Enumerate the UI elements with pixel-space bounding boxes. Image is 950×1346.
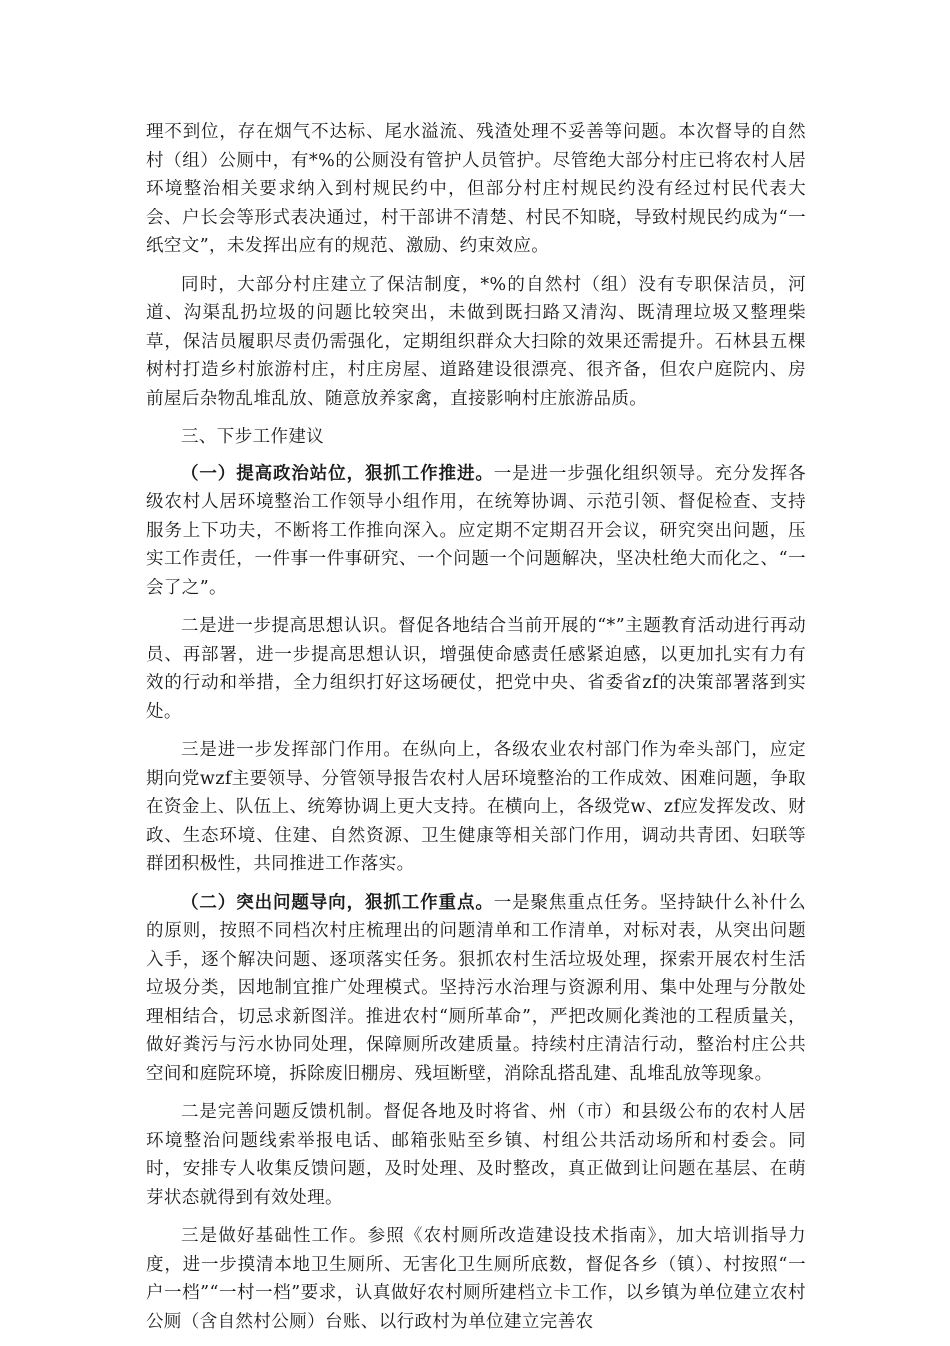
paragraph-political-standing xyxy=(146,460,806,603)
section-heading: 三、下步工作建议 xyxy=(181,427,325,447)
paragraph-continued: 理不到位，存在烟气不达标、尾水溢流、残渣处理不妥善等问题。本次督导的自然村（组）公厕中，有*%的公厕没有管护人员管护。尽管绝大部分村庄已将农村人居环境整治相关要求纳入到村规民约中，但部分村庄村规民约没有经过村民代表大会、户长会等形式表决通过，村干部讲不清楚、村民不知晓，导致村规民约成为“一纸空文”，未发挥出应有的规范、激励、约束效应。 xyxy=(146,122,806,256)
paragraph-awareness: 二是进一步提高思想认识。督促各地结合当前开展的“*”主题教育活动进行再动员、再部署，进一步提高思想认识，增强使命感责任感紧迫感，以更加扎实有力有效的行动和举措，全力组织打好这场硬仗，把党中央、省委省zf的决策部署落到实处。 xyxy=(146,616,806,722)
paragraph-feedback: 二是完善问题反馈机制。督促各地及时将省、州（市）和县级公布的农村人居环境整治问题线索举报电话、邮箱张贴至乡镇、村组公共活动场所和村委会。同时，安排专人收集反馈问题，及时处理、及时整改，真正做到让问题在基层、在萌芽状态就得到有效处理。 xyxy=(146,1102,806,1208)
paragraph-cleaning-system: 同时，大部分村庄建立了保洁制度，*%的自然村（组）没有专职保洁员，河道、沟渠乱扔垃圾的问题比较突出，未做到既扫路又清沟、既清理垃圾又整理柴草，保洁员履职尽责仍需强化，定期组织群众大扫除的效果还需提升。石林县五棵树村打造乡村旅游村庄，村庄房屋、道路建设很漂亮、很齐备，但农户庭院内、房前屋后杂物乱堆乱放、随意放养家禽，直接影响村庄旅游品质。 xyxy=(146,274,806,409)
paragraph-text: 一是聚焦重点任务。坚持缺什么补什么的原则，按照不同档次村庄梳理出的问题清单和工作清单，对标对表，从突出问题入手，逐个解决问题、逐项落实任务。狠抓农村生活垃圾处理，探索开展农村生活垃圾分类，因地制宜推广处理模式。坚持污水治理与资源利用、集中处理与分散处理相结合，切忌求新图洋。推进农村“厕所革命”，严把改厕化粪池的工程质量关，做好粪污与污水协同处理，保障厕所改建质量。持续村庄清洁行动，整治村庄公共空间和庭院环境，拆除废旧棚房、残垣断壁，消除乱搭乱建、乱堆乱放等现象。 xyxy=(146,892,806,1084)
paragraph-text: 一是进一步强化组织领导。充分发挥各级农村人居环境整治工作领导小组作用，在统筹协调、示范引领、督促检查、支持服务上下功夫，不断将工作推向深入。应定期不定期召开会议，研究突出问题，压实工作责任，一件事一件事研究、一个问题一个问题解决，坚决杜绝大而化之、“一会了之”。 xyxy=(146,463,806,598)
paragraph-departments: 三是进一步发挥部门作用。在纵向上，各级农业农村部门作为牵头部门，应定期向党wzf主要领导、分管领导报告农村人居环境整治的工作成效、困难问题，争取在资金上、队伍上、统筹协调上更大支持。在横向上，各级党w、zf应发挥发改、财政、生态环境、住建、自然资源、卫生健康等相关部门作用，调动共青团、妇联等群团积极性，共同推进工作落实。 xyxy=(146,740,806,874)
document-page xyxy=(146,118,806,1346)
subheading-2: （二）突出问题导向，狠抓工作重点。 xyxy=(181,892,494,913)
subheading-1: （一）提高政治站位，狠抓工作推进。 xyxy=(181,463,494,484)
paragraph-problem-oriented xyxy=(146,889,806,1089)
paragraph-basic-work: 三是做好基础性工作。参照《农村厕所改造建设技术指南》，加大培训指导力度，进一步摸清本地卫生厕所、无害化卫生厕所底数，督促各乡（镇）、村按照“一户一档”“一村一档”要求，认真做好农村厕所建档立卡工作，以乡镇为单位建立农村公厕（含自然村公厕）台账、以行政村为单位建立完善农 xyxy=(146,1226,806,1332)
